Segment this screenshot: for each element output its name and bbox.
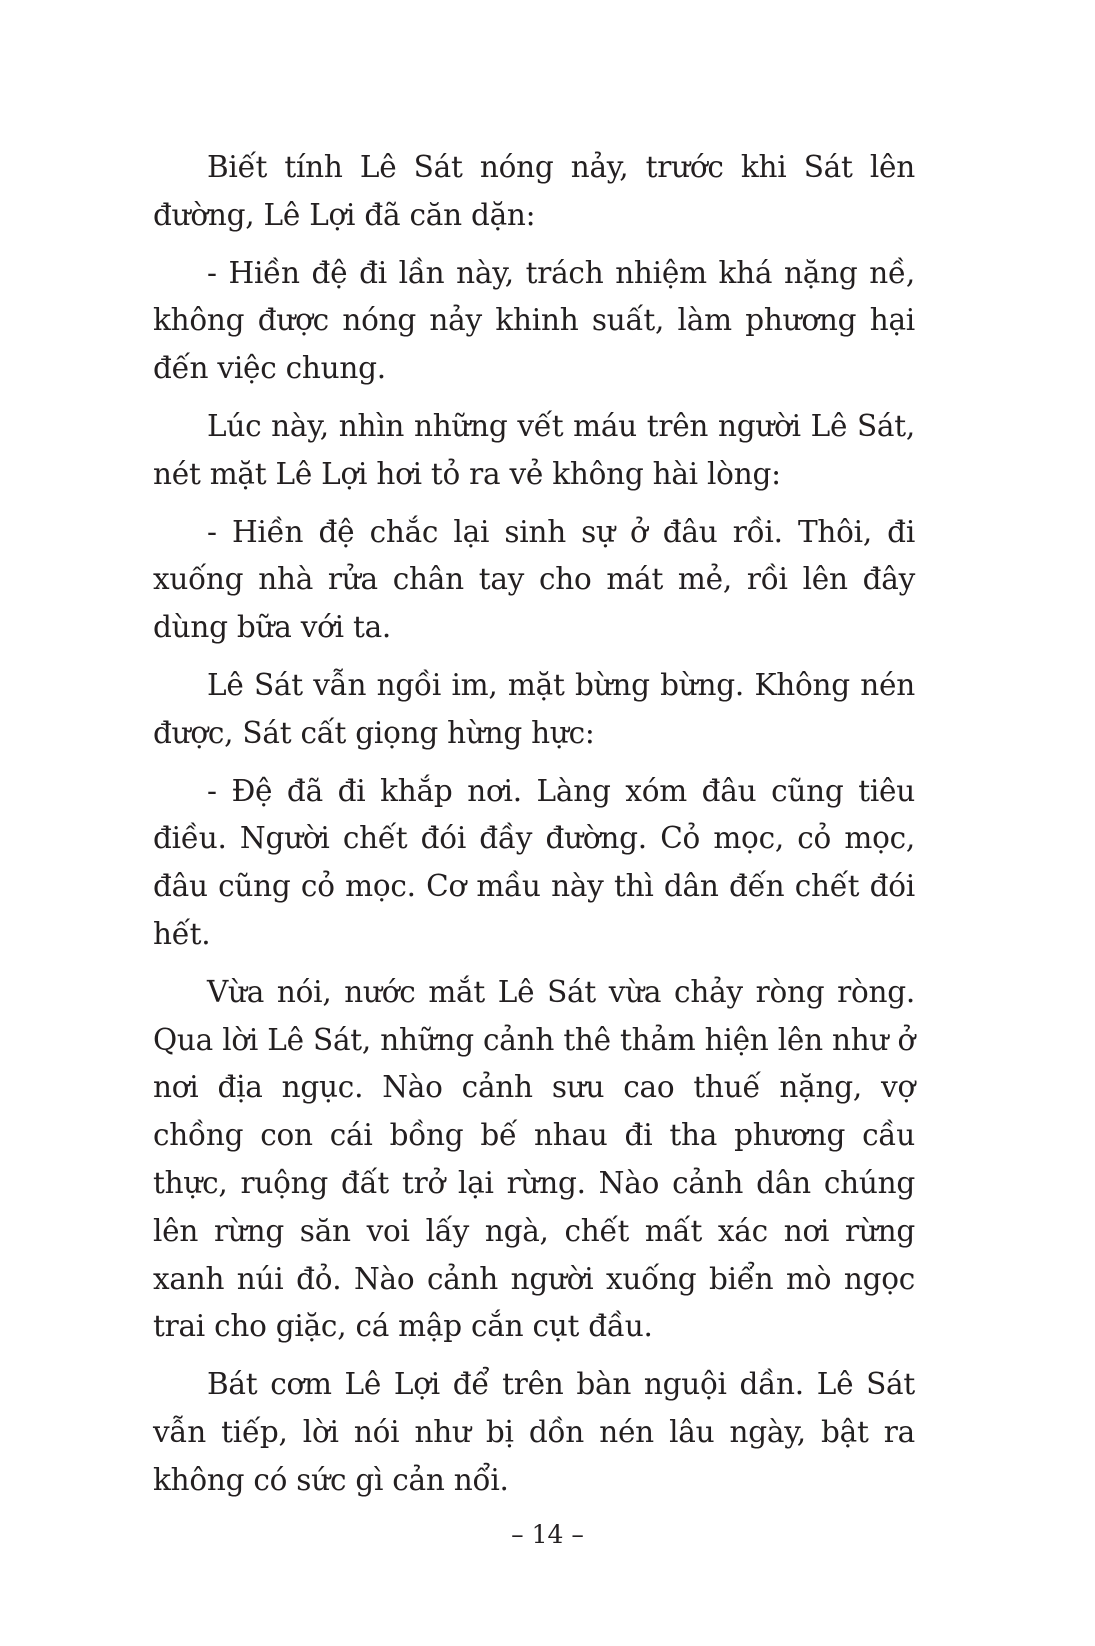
paragraph: Biết tính Lê Sát nóng nảy, trước khi Sát lên đường, Lê Lợi đã căn dặn: bbox=[153, 150, 915, 232]
paragraph: Lúc này, nhìn những vết máu trên người Lê Sát, nét mặt Lê Lợi hơi tỏ ra vẻ không hài lòng: bbox=[153, 408, 915, 491]
paragraph: - Đệ đã đi khắp nơi. Làng xóm đâu cũng tiêu điều. Người chết đói đầy đường. Cỏ mọc, cỏ mọc, đâu cũng cỏ mọc. Cơ mầu này thì dân đến chết đói hết. bbox=[153, 773, 915, 951]
paragraph: Bát cơm Lê Lợi để trên bàn nguội dần. Lê Sát vẫn tiếp, lời nói như bị dồn nén lâu ngày, bật ra không có sức gì cản nổi. bbox=[153, 1367, 915, 1497]
paragraph: Lê Sát vẫn ngồi im, mặt bừng bừng. Không nén được, Sát cất giọng hừng hực: bbox=[153, 667, 915, 750]
page-number: – 14 – bbox=[511, 1520, 584, 1549]
paragraph: - Hiền đệ đi lần này, trách nhiệm khá nặng nề, không được nóng nảy khinh suất, làm phương hại đến việc chung. bbox=[153, 255, 915, 386]
body-text bbox=[153, 144, 915, 1505]
paragraph: Vừa nói, nước mắt Lê Sát vừa chảy ròng ròng. Qua lời Lê Sát, những cảnh thê thảm hiện lên như ở nơi địa ngục. Nào cảnh sưu cao thuế nặng, vợ chồng con cái bồng bế nhau đi tha phương cầu thực, ruộng đất trở lại rừng. Nào cảnh dân chúng lên rừng săn voi lấy ngà, chết mất xác nơi rừng xanh núi đỏ. Nào cảnh người xuống biển mò ngọc trai cho giặc, cá mập cắn cụt đầu. bbox=[153, 974, 915, 1344]
paragraph: - Hiền đệ chắc lại sinh sự ở đâu rồi. Thôi, đi xuống nhà rửa chân tay cho mát mẻ, rồi lên đây dùng bữa với ta. bbox=[153, 514, 915, 645]
